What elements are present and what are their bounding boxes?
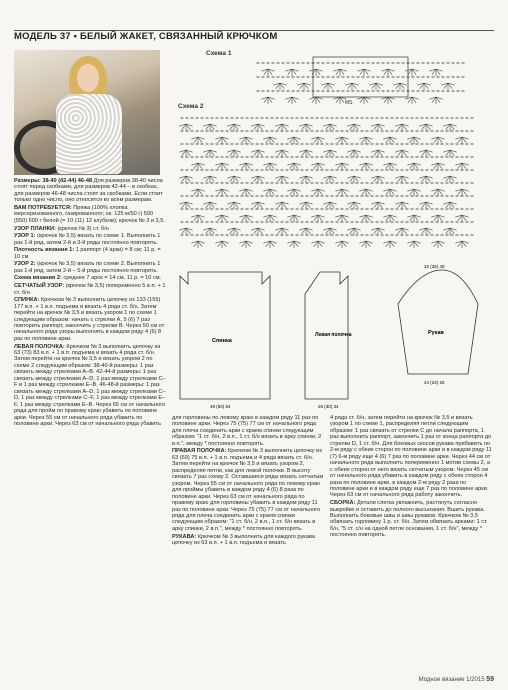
paragraph-heading: Плотность вязания 1: xyxy=(14,247,76,254)
white-jacket xyxy=(56,94,122,174)
paragraph xyxy=(14,205,166,224)
model-photo xyxy=(14,50,160,175)
paragraph-heading: ЛЕВАЯ ПОЛОЧКА: xyxy=(14,343,67,350)
paragraph xyxy=(14,275,166,281)
paragraph-heading: Схема вязания 2: xyxy=(14,275,64,282)
paragraph xyxy=(14,178,166,204)
paragraph xyxy=(172,448,326,532)
paragraph xyxy=(330,500,492,539)
paragraph-text: (крючок № 3,5) вязать по схеме 2. Выполнить 1 раз 1-й ряд, затем 2-й – 5-й ряды постоянно повторять. xyxy=(14,261,161,274)
paragraph xyxy=(172,534,326,547)
paragraph xyxy=(172,415,326,447)
paragraph-heading: УЗОР 1: xyxy=(14,233,38,240)
paragraph-heading: Размеры: 38-40 (42-44) 46-48 xyxy=(14,178,94,184)
paragraph xyxy=(14,261,166,274)
paragraph-text: среднее 7 арок = 14 см, 11 р. = 10 см. xyxy=(63,275,162,282)
schema1-label: Схема 1 xyxy=(206,50,232,57)
paragraph-text: (крючок № 3,5) попеременно 5 в.п. + 1 ст. б/н. xyxy=(14,283,166,296)
sleeve-label: Рукав xyxy=(428,330,444,336)
paragraph xyxy=(330,415,492,499)
paragraph-text: Крючком № 3 выполнить цепочку из 63 (69) 75 в.п. + 1 в.п. подъема и 4 ряда вязать ст. б/н. Затем перейти на крючок № 3,5 и вязать узором 2, распределяя петли, как для левой полочки. В высоту связать 7 раз схему 2. Оставшиеся ряды вязать сетчатым узором. Через 55 см от начального ряда по левому краю для проймы убавить в каждом ряду 4 (6) 8 раза по половине арки. Через 63 см от начального ряда по правому краю для горловины убавить в каждом ряду 11 раз по половине арки. Через 75 (75) 77 см от начального ряда для плеча соединить арки с краем спинки следующим образом: "1 ст. б/н, 2 в.п., 1 ст. б/н вязать в арку спинки, 2 в.п.", между * постоянно повторять. xyxy=(172,448,324,532)
sleeve-top: 32 (36) 40 xyxy=(424,264,445,269)
left-front-label: Левая полочка xyxy=(315,332,352,338)
paragraph-heading: РУКАВА: xyxy=(172,533,198,540)
paragraph-heading: СПИНКА: xyxy=(14,297,41,304)
page-footer xyxy=(419,676,494,683)
sleeve-piece xyxy=(398,270,478,374)
model-face xyxy=(77,64,99,92)
right-text-column xyxy=(330,415,492,675)
page-number: 59 xyxy=(486,676,494,683)
back-piece xyxy=(180,272,270,399)
paragraph xyxy=(14,283,166,296)
paragraph-text: Для размеров 38-40 числа стоят перед скобками, для размеров 42-44 – в скобках, для размеров 46-48 числа стоят за скобками. Если стоит только одно число, оно относится ко всем размерам. xyxy=(14,178,163,204)
paragraph-text: Крючком № 3 выполнить для каждого рукава цепочку из 63 в.п. + 1 в.п. подъема и вязать xyxy=(172,533,315,546)
magazine-name: Модное вязание 1/2015 xyxy=(418,677,485,683)
paragraph-text: 1 раппорт (4 арки) = 8 см; 11 р. = 10 см xyxy=(14,247,161,260)
back-width: 48 (50) 64 xyxy=(210,404,231,409)
paragraph-heading: УЗОР ПЛАНКИ: xyxy=(14,225,58,232)
schema1-chart xyxy=(178,55,478,105)
schema2-chart xyxy=(178,112,478,262)
left-text-column xyxy=(14,178,166,673)
paragraph xyxy=(14,226,166,232)
paragraph-heading: ПРАВАЯ ПОЛОЧКА: xyxy=(172,448,228,455)
page-title: МОДЕЛЬ 37 • БЕЛЫЙ ЖАКЕТ, СВЯЗАННЫЙ КРЮЧКОМ xyxy=(14,31,278,42)
back-label: Спинка xyxy=(212,338,232,344)
paragraph-heading: ВАМ ПОТРЕБУЕТСЯ: xyxy=(14,205,74,211)
paragraph-text: (крючок № 3,5) вязать по схеме 1. Выполнить 1 раз 1-й ряд, затем 2-й и 3-й ряды постоянно повторять. xyxy=(14,233,161,246)
paragraph xyxy=(14,247,166,260)
paragraph-text: Пряжа (100% хлопка мерсеризованного, газированного; ок. 125 м/50 г) 500 (550) 600 г белой (= 10 (11) 12 клубков); крючок № 3 и 3,5. xyxy=(14,205,165,224)
paragraph xyxy=(14,297,166,342)
paragraph-text: Крючком № 3 выполнить цепочку из 63 (73) 83 в.п. + 1 в.п. подъема и вязать 4 ряда ст. б/н. Затем перейти на крючок № 3,5 и вязать узором 2 по схеме 2 следующим образом: 38-40-й размеры: 1 раз связать между стрелками А–В. 42-44-й размеры: 1 раз связать между стрелками А–D, 1 раз между стрелками C–F и 1 раз между стрелками E–B. 46-48-й размеры: 1 раз связать между стрелками А–D, 1 раз между стрелками C–D, 1 раз между стрелками C–F, 1 раз между стрелками E–F, 1 раз между стрелками E–B. Через 65 см от начального ряда для пройм по правому краю убавить по половине арки. Через 55 см от начального ряда убавить по половине арки. Через 63 см от начального ряда убавить xyxy=(14,343,166,427)
paragraph-heading: СЕТЧАТЫЙ УЗОР: xyxy=(14,283,66,290)
paragraph-heading: СБОРКА: xyxy=(330,500,358,507)
paragraph-heading: УЗОР 2: xyxy=(14,261,38,268)
schema2-label: Схема 2 xyxy=(178,103,204,110)
paragraph-text: (крючок № 3) ст. б/н xyxy=(57,225,109,232)
paragraph-text: Детали слегка увлажнить, растянуть согласно выкройке и оставить до полного высыхания. Вшить рукава. Выполнить боковые швы и швы рукавов. Крючком № 3,5 обвязать горловину 1 р. ст. б/н. Затем обвязать арками: 1 ст. б/н, "5 ст. с/н на одной петле основания, 1 ст. б/н", между * постоянно повторять. xyxy=(330,500,488,539)
pattern-pieces xyxy=(170,264,490,414)
paragraph-text: Крючком № 3 выполнить цепочку из 133 (155) 177 в.п. + 1 в.п. подъема и вязать 4 ряда ст. б/н. Затем перейти на крючок № 3,5 и вязать узором 1 по схеме 1 следующим образом: начать с стрелки А, 5 (6) 7 раз повторить раппорт, закончить у стрелки В. Через 50 см от начального ряда узоры выполнять в каждом ряду 4 (6) 8 раз по половине арки. xyxy=(14,297,165,342)
middle-text-column xyxy=(172,415,326,675)
front-width: 26 (30) 34 xyxy=(318,404,339,409)
ms-label: МS xyxy=(345,100,353,106)
paragraph xyxy=(14,344,166,428)
paragraph-text: для горловины по левому краю в каждом ряду 11 раз по половине арки. Через 75 (75) 77 см от начального ряда для плеча соединить арки с краем спинки следующим образом: "1 ст. б/н, 2 в.п., 1 ст. б/н вязать в арку спинки, 2 в.п.", между * постоянно повторять. xyxy=(172,415,322,447)
paragraph xyxy=(14,233,166,246)
sleeve-width: 24 (24) 26 xyxy=(424,380,445,385)
paragraph-text: 4 ряда ст. б/н, затем перейти на крючок № 3,5 и вязать узором 1 по схеме 1, распределяя петли следующим образом: 1 раз связать от стрелки C до начала раппорта, 1 раз выполнить раппорт, закончить 1 раз от конца раппорта до стрелки D, 1 ст. б/н. Для боковых скосов рукава прибавить по 2-м ряду с обеих сторон по половине арки и в каждом ряду 11 (7) 6-м ряду еще 4 (6) 7 раз по половине арки. Через 44 см от начального ряда выполнить попеременно 1 мотив схемы 2, а с обеих сторон от него вязать сетчатым узором. Через 45 см от начального ряда убавить в каждом ряду с обеих сторон 4 раза по половине арки, в каждом 2-м ряду 2 раза по половине арки и в каждом ряду еще 7 раз по половине арки. Через 63 см от начального ряда работу закончить. xyxy=(330,415,492,499)
